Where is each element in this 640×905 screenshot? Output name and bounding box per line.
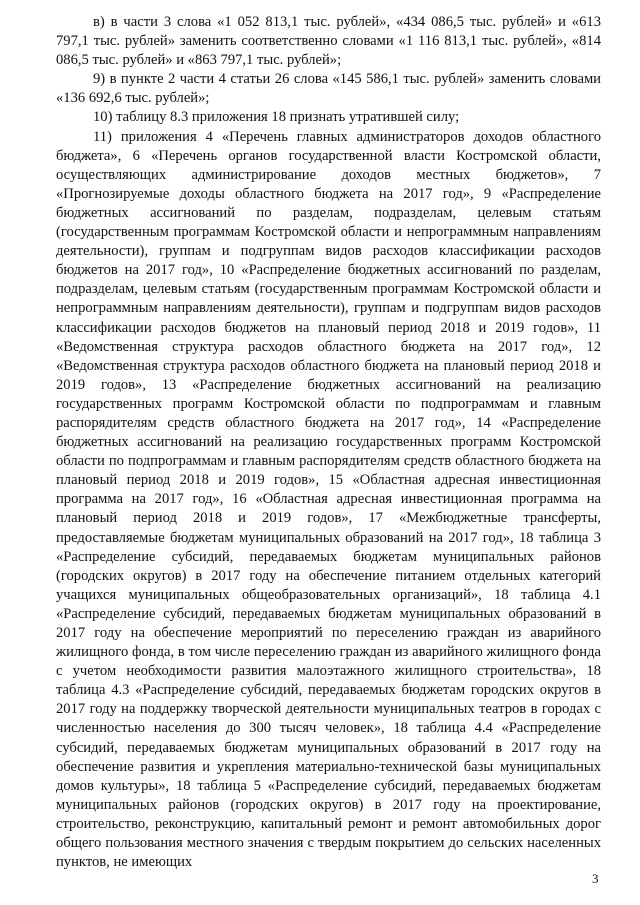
paragraph-amendment-v: в) в части 3 слова «1 052 813,1 тыс. рублей», «434 086,5 тыс. рублей» и «613 797,1 тыс. рублей» заменить соответственно словами «1 116 813,1 тыс. рублей», «814 086,5 тыс. рублей» и «863 797,1 тыс. рублей»; bbox=[56, 14, 601, 69]
body-text bbox=[56, 13, 601, 872]
paragraph-item-10: 10) таблицу 8.3 приложения 18 признать утратившей силу; bbox=[93, 109, 460, 126]
paragraph-item-9: 9) в пункте 2 части 4 статьи 26 слова «145 586,1 тыс. рублей» заменить словами «136 692,6 тыс. рублей»; bbox=[56, 71, 601, 107]
paragraph-item-11: 11) приложения 4 «Перечень главных администраторов доходов областного бюджета», 6 «Перечень органов государственной власти Костромской области, осуществляющих администрирование доходов местных бюджетов», 7 «Прогнозируемые доходы областного бюджета на 2017 год», 9 «Распределение бюджетных ассигнований по разделам, подразделам, целевым статьям (государственным программам Костромской области и непрограммным направлениям деятельности), группам и подгруппам видов расходов классификации расходов бюджетов на 2017 год», 10 «Распределение бюджетных ассигнований по разделам, подразделам, целевым статьям (государственным программам Костромской области и непрограммным направлениям деятельности), группам и подгруппам видов расходов классификации расходов бюджетов на плановый период 2018 и 2019 годов», 11 «Ведомственная структура расходов областного бюджета на 2017 год», 12 «Ведомственная структура расходов областного бюджета на плановый период 2018 и 2019 годов», 13 «Распределение бюджетных ассигнований на реализацию государственных программ Костромской области по подпрограммам и главным распорядителям средств областного бюджета на 2017 год», 14 «Распределение бюджетных ассигнований на реализацию государственных программ Костромской области по подпрограммам и главным распорядителям средств областного бюджета на плановый период 2018 и 2019 годов», 15 «Областная адресная инвестиционная программа на 2017 год», 16 «Областная адресная инвестиционная программа на плановый период 2018 и 2019 годов», 17 «Межбюджетные трансферты, предоставляемые бюджетам муниципальных образований на 2017 год», 18 таблица 3 «Распределение субсидий, передаваемых бюджетам муниципальных районов (городских округов) в 2017 году на обеспечение питанием отдельных категорий учащихся муниципальных общеобразовательных организаций», 18 таблица 4.1 «Распределение субсидий, передаваемых бюджетам муниципальных образований в 2017 году на обеспечение мероприятий по переселению граждан из аварийного жилищного фонда, в том числе переселению граждан из аварийного жилищного фонда с учетом необходимости развития малоэтажного жилищного строительства», 18 таблица 4.3 «Распределение субсидий, передаваемых бюджетам городских округов в 2017 году на поддержку творческой деятельности муниципальных театров в городах с численностью населения до 300 тысяч человек», 18 таблица 4.4 «Распределение субсидий, передаваемых бюджетам муниципальных образований в 2017 году на обеспечение развития и укрепления материально-технической базы муниципальных домов культуры», 18 таблица 5 «Распределение субсидий, передаваемых бюджетам муниципальных районов (городских округов) в 2017 году на проектирование, строительство, реконструкцию, капитальный ремонт и ремонт автомобильных дорог общего пользования местного значения с твердым покрытием до сельских населенных пунктов, не имеющих bbox=[56, 128, 601, 871]
page-number: 3 bbox=[592, 871, 599, 886]
